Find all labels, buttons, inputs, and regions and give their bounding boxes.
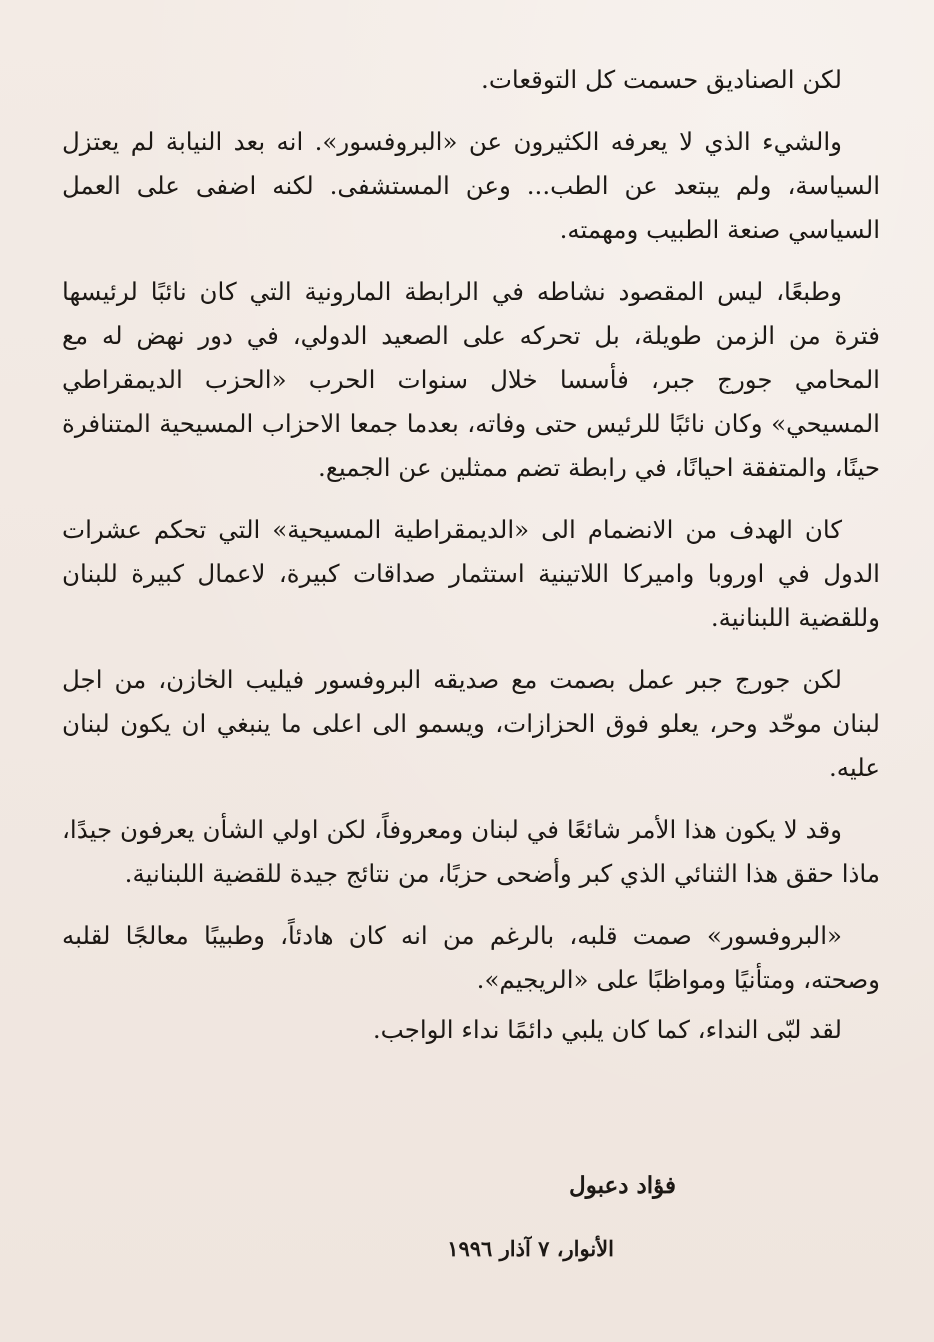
source-citation: الأنوار، ٧ آذار ١٩٩٦ [447, 1236, 614, 1261]
paragraph: لكن جورج جبر عمل بصمت مع صديقه البروفسور فيليب الخازن، من اجل لبنان موحّد وحر، يعلو فوق الحزازات، ويسمو الى اعلى ما ينبغي ان يكون لبنان عليه. [62, 665, 880, 782]
paragraph: كان الهدف من الانضمام الى «الديمقراطية المسيحية» التي تحكم عشرات الدول في اوروبا واميركا اللاتينية استثمار صداقات كبيرة، لاعمال كبيرة للبنان وللقضية اللبنانية. [62, 515, 880, 632]
paragraph: والشيء الذي لا يعرفه الكثيرون عن «البروفسور». انه بعد النيابة لم يعتزل السياسة، ولم يبتعد عن الطب... وعن المستشفى. لكنه اضفى على العمل السياسي صنعة الطبيب ومهمته. [62, 127, 880, 244]
paragraph: وطبعًا، ليس المقصود نشاطه في الرابطة المارونية التي كان نائبًا لرئيسها فترة من الزمن طويلة، بل تحركه على الصعيد الدولي، في دور نهض له مع المحامي جورج جبر، فأسسا خلال سنوات الحرب «الحزب الديمقراطي المسيحي» وكان نائبًا للرئيس حتى وفاته، بعدما جمعا الاحزاب المسيحية المتنافرة حينًا، والمتفقة احيانًا، في رابطة تضم ممثلين عن الجميع. [62, 277, 880, 482]
author-signature: فؤاد دعبول [568, 1172, 676, 1199]
paragraph: «البروفسور» صمت قلبه، بالرغم من انه كان هادئاً، وطبيبًا معالجًا لقلبه وصحته، ومتأنيًا ومواظبًا على «الريجيم». [62, 921, 880, 994]
article-body [62, 58, 880, 1070]
paragraph: وقد لا يكون هذا الأمر شائعًا في لبنان ومعروفاً، لكن اولي الشأن يعرفون جيدًا، ماذا حقق هذا الثنائي الذي كبر وأضحى حزبًا، من نتائج جيدة للقضية اللبنانية. [62, 815, 880, 888]
paragraph: لقد لبّى النداء، كما كان يلبي دائمًا نداء الواجب. [372, 1015, 842, 1044]
paragraph: لكن الصناديق حسمت كل التوقعات. [481, 65, 842, 94]
